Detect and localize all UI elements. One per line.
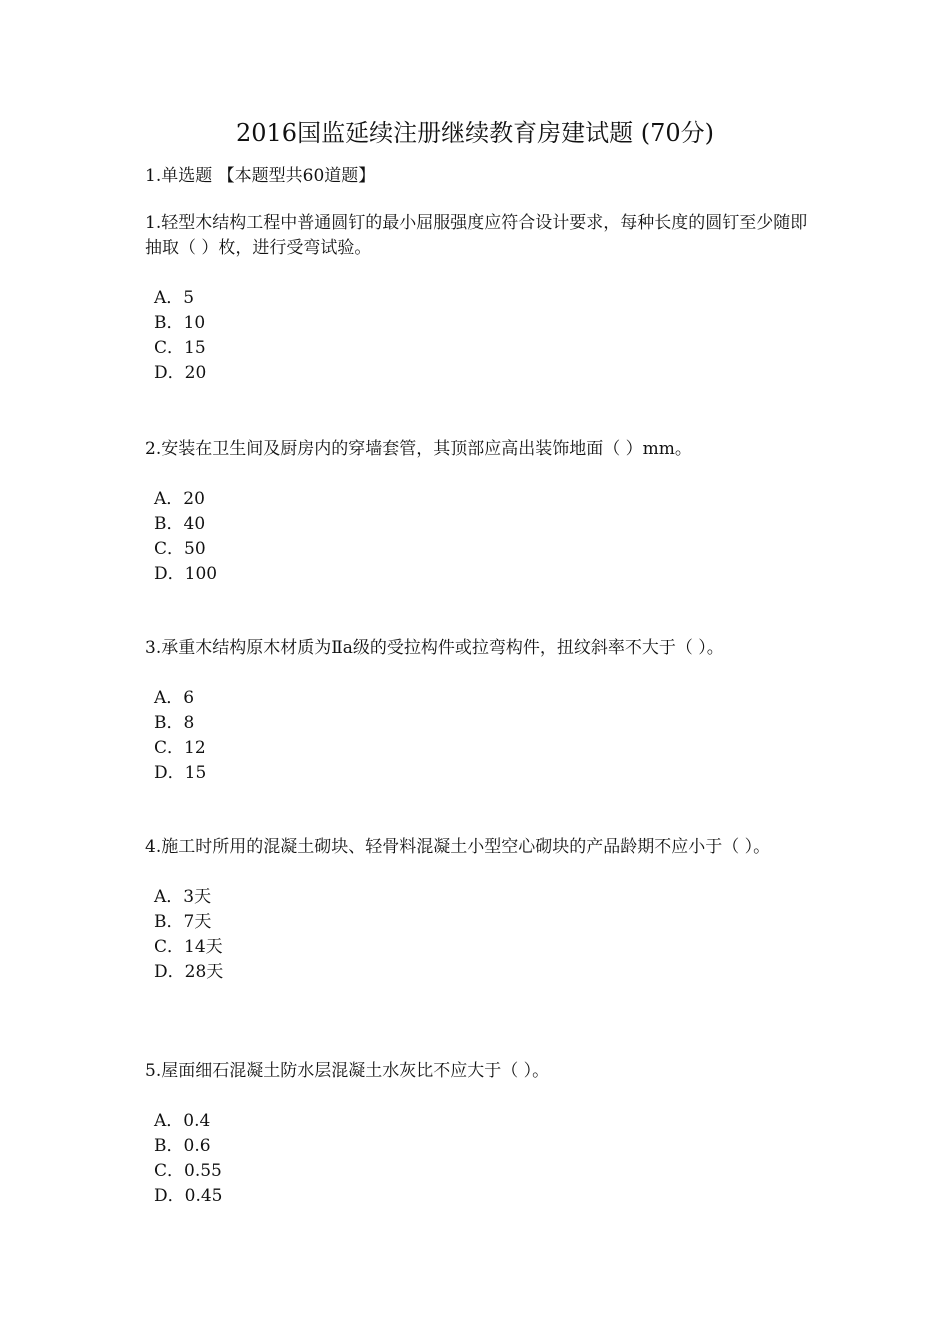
option-letter: A． — [154, 288, 184, 308]
option-letter: D． — [154, 962, 185, 982]
option-list — [145, 487, 810, 587]
option-letter: D． — [154, 363, 185, 383]
question-5 — [145, 1059, 810, 1209]
option-value: 7天 — [183, 912, 212, 932]
option-a — [145, 487, 810, 512]
option-a — [145, 1109, 810, 1134]
question-text: 2.安装在卫生间及厨房内的穿墙套管，其顶部应高出装饰地面（ ）mm。 — [145, 439, 692, 459]
option-b — [145, 711, 810, 736]
option-list — [145, 286, 810, 386]
option-value: 14天 — [184, 937, 223, 957]
option-letter: B． — [154, 313, 184, 333]
option-c — [145, 736, 810, 761]
option-letter: A． — [154, 887, 184, 907]
option-letter: C． — [154, 937, 185, 957]
option-value: 20 — [184, 363, 207, 383]
option-value: 10 — [183, 313, 206, 333]
document-title: 2016国监延续注册继续教育房建试题 (70分) — [236, 119, 714, 147]
option-letter: B． — [154, 912, 184, 932]
option-list — [145, 1109, 810, 1209]
option-d — [145, 960, 810, 985]
question-text: 1.轻型木结构工程中普通圆钉的最小屈服强度应符合设计要求，每种长度的圆钉至少随即抽取（ ）枚，进行受弯试验。 — [145, 213, 808, 258]
option-value: 15 — [184, 763, 207, 783]
option-a — [145, 885, 810, 910]
option-b — [145, 512, 810, 537]
option-letter: A． — [154, 489, 184, 509]
option-b — [145, 910, 810, 935]
option-c — [145, 537, 810, 562]
option-d — [145, 1184, 810, 1209]
option-a — [145, 686, 810, 711]
option-letter: B． — [154, 713, 184, 733]
question-1 — [145, 211, 810, 386]
option-value: 100 — [184, 564, 218, 584]
option-c — [145, 935, 810, 960]
section-heading: 1.单选题 【本题型共60道题】 — [145, 166, 376, 186]
option-list — [145, 885, 810, 985]
option-letter: A． — [154, 1111, 184, 1131]
option-value: 15 — [184, 338, 206, 358]
question-2 — [145, 437, 810, 587]
option-value: 0.55 — [184, 1161, 222, 1181]
option-letter: B． — [154, 514, 184, 534]
option-value: 3天 — [183, 887, 212, 907]
option-value: 50 — [184, 539, 206, 559]
option-letter: C． — [154, 539, 185, 559]
question-3 — [145, 636, 810, 786]
option-d — [145, 761, 810, 786]
option-letter: C． — [154, 738, 185, 758]
option-value: 6 — [183, 688, 195, 708]
option-value: 12 — [184, 738, 206, 758]
question-text: 5.屋面细石混凝土防水层混凝土水灰比不应大于（ ）。 — [145, 1061, 550, 1081]
option-value: 0.45 — [184, 1186, 223, 1206]
option-value: 8 — [183, 713, 195, 733]
option-c — [145, 336, 810, 361]
option-value: 0.4 — [183, 1111, 211, 1131]
option-letter: D． — [154, 564, 185, 584]
option-b — [145, 311, 810, 336]
option-d — [145, 562, 810, 587]
question-text: 4.施工时所用的混凝土砌块、轻骨料混凝土小型空心砌块的产品龄期不应小于（ ）。 — [145, 837, 771, 857]
option-d — [145, 361, 810, 386]
option-letter: D． — [154, 1186, 185, 1206]
option-value: 28天 — [184, 962, 224, 982]
option-b — [145, 1134, 810, 1159]
option-c — [145, 1159, 810, 1184]
question-text: 3.承重木结构原木材质为Ⅱa级的受拉构件或拉弯构件，扭纹斜率不大于（ ）。 — [145, 638, 724, 658]
option-letter: C． — [154, 338, 185, 358]
option-letter: A． — [154, 688, 184, 708]
option-value: 20 — [183, 489, 205, 509]
option-value: 5 — [183, 288, 195, 308]
option-list — [145, 686, 810, 786]
option-value: 40 — [183, 514, 206, 534]
option-letter: C． — [154, 1161, 185, 1181]
option-a — [145, 286, 810, 311]
option-value: 0.6 — [183, 1136, 211, 1156]
option-letter: D． — [154, 763, 185, 783]
option-letter: B． — [154, 1136, 184, 1156]
question-4 — [145, 835, 810, 985]
